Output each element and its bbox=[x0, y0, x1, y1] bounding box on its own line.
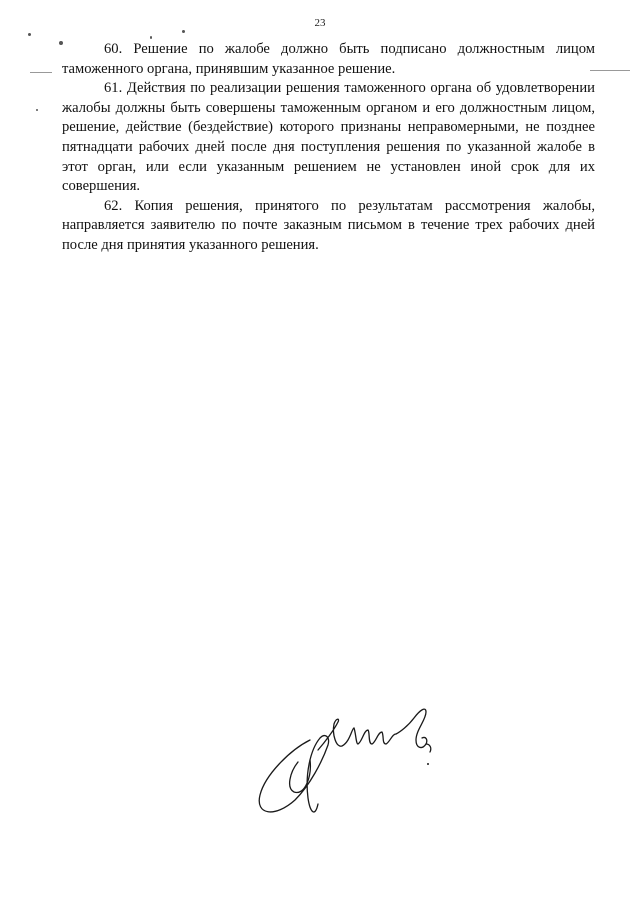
scan-speck bbox=[28, 33, 31, 36]
scan-mark bbox=[30, 72, 52, 73]
paragraph-61: 61. Действия по реализации решения таможенного органа об удовлетворении жалобы должны быть совершены таможенным органом и его должностным лицом, решение, действие (бездействие) которого признаны неправомерными, не позднее пятнадцати рабочих дней после дня поступления решения по указанной жалобе в этот орган, или если указанным решением не установлен иной срок для их совершения. bbox=[62, 80, 595, 195]
page-number: 23 bbox=[314, 17, 326, 29]
scan-speck bbox=[182, 30, 185, 33]
paragraph-60: 60. Решение по жалобе должно быть подписано должностным лицом таможенного органа, принявшим указанное решение. bbox=[62, 41, 595, 77]
signature bbox=[250, 700, 450, 830]
paragraph-62: 62. Копия решения, принятого по результатам рассмотрения жалобы, направляется заявителю по почте заказным письмом в течение трех рабочих дней после дня принятия указанного решения. bbox=[62, 197, 595, 253]
scan-mark bbox=[590, 70, 630, 71]
scan-speck bbox=[36, 109, 38, 111]
document-body bbox=[62, 40, 595, 256]
scan-speck bbox=[150, 36, 152, 39]
